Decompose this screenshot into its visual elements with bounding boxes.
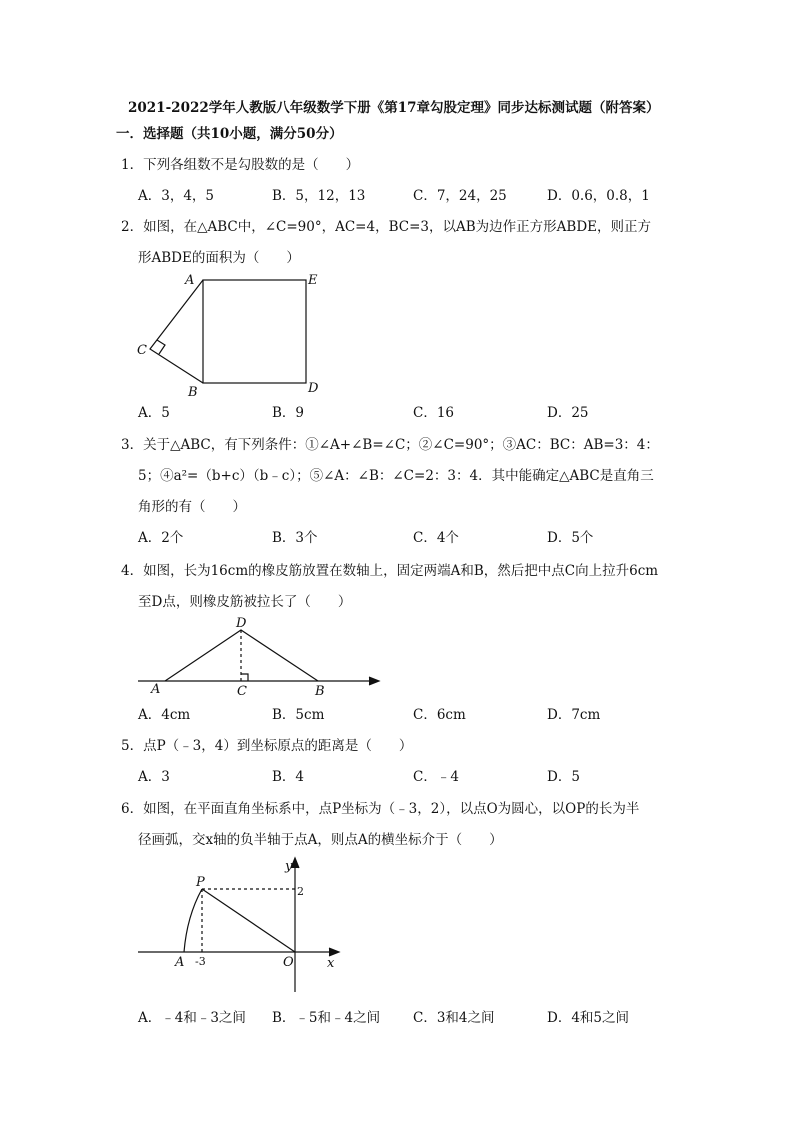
q4-figure: [135, 615, 385, 700]
q5-option-b[interactable]: B．4: [272, 769, 305, 785]
q2-option-d[interactable]: D．25: [547, 405, 589, 421]
label-y: y: [285, 859, 293, 874]
label-d: D: [236, 616, 247, 631]
q6-figure: [135, 856, 350, 996]
label-neg3: -3: [195, 955, 206, 968]
x-axis-arrow: [329, 948, 339, 956]
question-5-stem: 5．点P（﹣3，4）到坐标原点的距离是（ ）: [121, 738, 413, 754]
question-3-line2: 5；④a²=（b+c）（b﹣c）；⑤∠A：∠B：∠C=2：3：4．其中能确定△ABC是直角三: [138, 468, 654, 484]
q6-option-a[interactable]: A．﹣4和﹣3之间: [138, 1010, 246, 1026]
label-b: B: [188, 385, 198, 400]
q3-option-a[interactable]: A．2个: [138, 530, 184, 546]
q3-option-b[interactable]: B．3个: [272, 530, 318, 546]
question-4-line1: 4．如图，长为16cm的橡皮筋放置在数轴上，固定两端A和B，然后把中点C向上拉升6cm: [121, 563, 659, 579]
question-2-line2: 形ABDE的面积为（ ）: [138, 250, 300, 266]
q6-option-c[interactable]: C．3和4之间: [413, 1010, 495, 1026]
right-angle-mark: [157, 340, 165, 354]
arc-pa: [184, 889, 202, 952]
question-3-line1: 3．关于△ABC，有下列条件：①∠A+∠B=∠C；②∠C=90°；③AC：BC：AB=3：4：: [121, 437, 659, 453]
label-x: x: [327, 956, 335, 971]
question-6-line2: 径画弧，交x轴的负半轴于点A，则点A的横坐标介于（ ）: [138, 832, 503, 848]
q2-option-a[interactable]: A．5: [138, 405, 170, 421]
q2-option-b[interactable]: B．9: [272, 405, 305, 421]
q3-option-d[interactable]: D．5个: [547, 530, 594, 546]
q4-option-a[interactable]: A．4cm: [138, 707, 191, 723]
segment-op: [202, 889, 295, 952]
label-a: A: [151, 682, 161, 697]
label-c: C: [137, 343, 147, 358]
q1-option-a[interactable]: A．3，4，5: [138, 188, 215, 204]
q1-option-d[interactable]: D．0.6，0.8，1: [547, 188, 650, 204]
q1-option-c[interactable]: C．7，24，25: [413, 188, 507, 204]
q6-option-d[interactable]: D．4和5之间: [547, 1010, 630, 1026]
label-e: E: [308, 273, 318, 288]
label-two: 2: [297, 885, 304, 898]
q4-option-b[interactable]: B．5cm: [272, 707, 325, 723]
q1-option-b[interactable]: B．5，12，13: [272, 188, 366, 204]
right-angle-mark: [241, 674, 248, 681]
q5-option-a[interactable]: A．3: [138, 769, 170, 785]
triangle-abc: [150, 280, 203, 383]
question-1-stem: 1．下列各组数不是勾股数的是（ ）: [121, 157, 360, 173]
q5-option-c[interactable]: C．﹣4: [413, 769, 459, 785]
question-4-line2: 至D点，则橡皮筋被拉长了（ ）: [138, 594, 352, 610]
q5-option-d[interactable]: D．5: [547, 769, 580, 785]
number-line-arrow: [369, 677, 379, 685]
q3-option-c[interactable]: C．4个: [413, 530, 459, 546]
document-title: 2021-2022学年人教版八年级数学下册《第17章勾股定理》同步达标测试题（附答案）: [128, 100, 660, 116]
question-6-line1: 6．如图，在平面直角坐标系中，点P坐标为（﹣3，2），以点O为圆心，以OP的长为半: [121, 801, 640, 817]
label-c: C: [237, 684, 247, 699]
q4-option-d[interactable]: D．7cm: [547, 707, 601, 723]
q4-option-c[interactable]: C．6cm: [413, 707, 466, 723]
q6-option-b[interactable]: B．﹣5和﹣4之间: [272, 1010, 381, 1026]
label-b: B: [315, 684, 325, 699]
label-a: A: [175, 955, 185, 970]
label-d: D: [308, 381, 319, 396]
square-abde: [203, 280, 306, 383]
q2-option-c[interactable]: C．16: [413, 405, 455, 421]
label-p: P: [196, 875, 205, 890]
label-a: A: [185, 273, 195, 288]
section-heading: 一．选择题（共10小题，满分50分）: [116, 126, 343, 142]
question-2-line1: 2．如图，在△ABC中，∠C=90°，AC=4，BC=3，以AB为边作正方形ABDE，则正方: [121, 219, 651, 235]
label-o: O: [283, 955, 294, 970]
q2-figure: [130, 270, 330, 405]
question-3-line3: 角形的有（ ）: [138, 499, 246, 515]
